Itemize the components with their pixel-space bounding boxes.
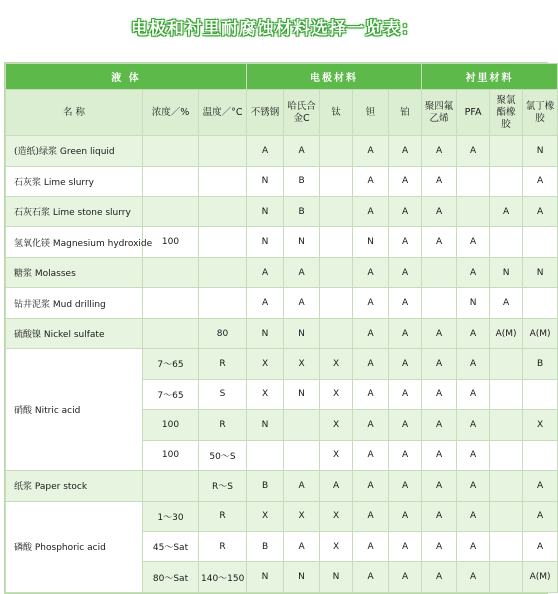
concentration-cell	[143, 318, 199, 348]
rating-cell: N	[247, 196, 284, 226]
rating-cell	[320, 257, 353, 287]
rating-cell: A	[353, 531, 389, 561]
rating-cell: A	[284, 471, 320, 501]
rating-cell	[320, 166, 353, 196]
temperature-cell: R	[199, 501, 247, 531]
rating-cell: X	[247, 501, 284, 531]
rating-cell: N	[490, 257, 523, 287]
rating-cell: A(M)	[490, 318, 523, 348]
temperature-cell	[199, 196, 247, 226]
corrosion-table-frame	[4, 62, 555, 594]
rating-cell	[320, 288, 353, 318]
col-platinum: 铂	[389, 90, 422, 136]
rating-cell	[523, 440, 558, 470]
rating-cell: A	[422, 562, 457, 593]
rating-cell: A	[247, 257, 284, 287]
rating-cell: A	[422, 196, 457, 226]
rating-cell: A	[353, 288, 389, 318]
rating-cell	[284, 410, 320, 440]
rating-cell: A	[422, 136, 457, 166]
title-bar	[0, 0, 550, 48]
rating-cell: A	[389, 227, 422, 257]
rating-cell: A	[284, 257, 320, 287]
table-row	[6, 318, 558, 348]
rating-cell: X	[320, 349, 353, 379]
rating-cell	[523, 379, 558, 409]
rating-cell: A	[247, 136, 284, 166]
concentration-cell: 100	[143, 440, 199, 470]
rating-cell: A	[457, 136, 490, 166]
rating-cell	[490, 501, 523, 531]
concentration-cell: 7～65	[143, 349, 199, 379]
rating-cell: A	[457, 471, 490, 501]
rating-cell: A	[422, 349, 457, 379]
rating-cell: A	[389, 501, 422, 531]
rating-cell: A	[247, 288, 284, 318]
concentration-cell: 1～30	[143, 501, 199, 531]
concentration-cell: 100	[143, 410, 199, 440]
group-liquid: 液 体	[6, 64, 247, 90]
rating-cell: A	[422, 501, 457, 531]
rating-cell: A	[389, 166, 422, 196]
rating-cell: N	[320, 562, 353, 593]
rating-cell	[490, 440, 523, 470]
rating-cell: A	[422, 440, 457, 470]
col-pfa: PFA	[457, 90, 490, 136]
temperature-cell	[199, 136, 247, 166]
rating-cell: N	[353, 227, 389, 257]
rating-cell: A	[353, 196, 389, 226]
table-row	[6, 166, 558, 196]
rating-cell: N	[284, 227, 320, 257]
rating-cell: A	[389, 288, 422, 318]
rating-cell: A	[353, 471, 389, 501]
group-electrode: 电极材料	[247, 64, 422, 90]
concentration-cell	[143, 196, 199, 226]
rating-cell: N	[457, 288, 490, 318]
rating-cell: A	[320, 471, 353, 501]
rating-cell	[457, 196, 490, 226]
rating-cell: A(M)	[523, 318, 558, 348]
rating-cell: A	[389, 410, 422, 440]
rating-cell: B	[523, 349, 558, 379]
rating-cell: A	[389, 196, 422, 226]
rating-cell	[457, 166, 490, 196]
col-nbr-rubber: 氯丁橡胶	[523, 90, 558, 136]
temperature-cell: R	[199, 410, 247, 440]
rating-cell: A	[422, 531, 457, 561]
concentration-cell: 80～Sat	[143, 562, 199, 593]
rating-cell	[523, 288, 558, 318]
rating-cell: A	[422, 318, 457, 348]
rating-cell: A	[457, 318, 490, 348]
rating-cell: A	[523, 166, 558, 196]
rating-cell: N	[523, 257, 558, 287]
rating-cell	[490, 136, 523, 166]
rating-cell: A	[457, 379, 490, 409]
rating-cell: A	[284, 136, 320, 166]
liquid-name: 石灰石浆 Lime stone slurry	[6, 196, 143, 226]
rating-cell: A	[523, 531, 558, 561]
concentration-cell	[143, 257, 199, 287]
temperature-cell: R	[199, 349, 247, 379]
liquid-name: 氢氧化镁 Magnesium hydroxide	[6, 227, 143, 257]
concentration-cell: 100	[143, 227, 199, 257]
rating-cell: X	[320, 531, 353, 561]
temperature-cell	[199, 257, 247, 287]
rating-cell: A	[457, 531, 490, 561]
rating-cell: A	[389, 440, 422, 470]
rating-cell: X	[247, 379, 284, 409]
rating-cell	[422, 288, 457, 318]
rating-cell: X	[320, 440, 353, 470]
rating-cell	[247, 440, 284, 470]
rating-cell: A	[490, 196, 523, 226]
temperature-cell: R	[199, 531, 247, 561]
group-header-row	[6, 64, 558, 90]
rating-cell: A	[422, 166, 457, 196]
col-stainless: 不锈钢	[247, 90, 284, 136]
rating-cell: A	[389, 136, 422, 166]
rating-cell: A	[457, 440, 490, 470]
rating-cell: B	[284, 196, 320, 226]
rating-cell: A	[353, 410, 389, 440]
rating-cell	[490, 349, 523, 379]
table-row	[6, 196, 558, 226]
rating-cell	[490, 166, 523, 196]
rating-cell: A(M)	[523, 562, 558, 593]
rating-cell: A	[457, 410, 490, 440]
rating-cell: N	[284, 562, 320, 593]
col-ptfe: 聚四氟乙烯	[422, 90, 457, 136]
temperature-cell: 50～S	[199, 440, 247, 470]
rating-cell	[490, 562, 523, 593]
rating-cell: A	[523, 501, 558, 531]
rating-cell	[490, 379, 523, 409]
rating-cell: N	[284, 379, 320, 409]
rating-cell: A	[353, 318, 389, 348]
rating-cell: A	[353, 562, 389, 593]
temperature-cell: R～S	[199, 471, 247, 501]
rating-cell: A	[389, 318, 422, 348]
rating-cell: N	[284, 318, 320, 348]
rating-cell	[284, 440, 320, 470]
temperature-cell	[199, 166, 247, 196]
rating-cell: A	[353, 440, 389, 470]
rating-cell: N	[247, 318, 284, 348]
rating-cell: X	[284, 349, 320, 379]
rating-cell: A	[284, 531, 320, 561]
temperature-cell	[199, 288, 247, 318]
col-name: 名 称	[6, 90, 143, 136]
rating-cell	[320, 136, 353, 166]
rating-cell: X	[320, 410, 353, 440]
rating-cell	[523, 227, 558, 257]
temperature-cell: S	[199, 379, 247, 409]
rating-cell: A	[422, 227, 457, 257]
rating-cell	[422, 257, 457, 287]
page-title: 电极和衬里耐腐蚀材料选择一览表：	[131, 18, 419, 39]
concentration-cell: 7～65	[143, 379, 199, 409]
liquid-name: 钻井泥浆 Mud drilling	[6, 288, 143, 318]
rating-cell: A	[353, 349, 389, 379]
rating-cell: A	[353, 501, 389, 531]
rating-cell: N	[247, 166, 284, 196]
rating-cell	[490, 471, 523, 501]
temperature-cell: 80	[199, 318, 247, 348]
rating-cell	[320, 196, 353, 226]
liquid-name: 硫酸镍 Nickel sulfate	[6, 318, 143, 348]
table-row	[6, 471, 558, 501]
rating-cell: N	[247, 410, 284, 440]
liquid-name: 石灰浆 Lime slurry	[6, 166, 143, 196]
rating-cell: A	[523, 196, 558, 226]
rating-cell: A	[457, 501, 490, 531]
rating-cell: A	[353, 136, 389, 166]
rating-cell: A	[389, 531, 422, 561]
rating-cell	[490, 410, 523, 440]
group-lining: 衬里材料	[422, 64, 558, 90]
rating-cell: A	[353, 257, 389, 287]
rating-cell: A	[457, 257, 490, 287]
table-row	[6, 257, 558, 287]
rating-cell: X	[320, 501, 353, 531]
col-hastelloy: 哈氏合金C	[284, 90, 320, 136]
liquid-name: 纸浆 Paper stock	[6, 471, 143, 501]
rating-cell: A	[457, 227, 490, 257]
rating-cell: A	[389, 257, 422, 287]
table-row	[6, 136, 558, 166]
concentration-cell: 45～Sat	[143, 531, 199, 561]
concentration-cell	[143, 136, 199, 166]
col-concentration: 浓度／%	[143, 90, 199, 136]
corrosion-table	[5, 63, 558, 593]
rating-cell	[320, 227, 353, 257]
liquid-name: 硝酸 Nitric acid	[6, 349, 143, 471]
rating-cell	[320, 318, 353, 348]
rating-cell: X	[320, 379, 353, 409]
rating-cell	[490, 227, 523, 257]
liquid-name: 磷酸 Phosphoric acid	[6, 501, 143, 592]
rating-cell: B	[247, 471, 284, 501]
rating-cell: N	[523, 136, 558, 166]
concentration-cell	[143, 471, 199, 501]
liquid-name: (造纸)绿浆 Green liquid	[6, 136, 143, 166]
rating-cell: X	[247, 349, 284, 379]
rating-cell: A	[523, 471, 558, 501]
rating-cell: X	[523, 410, 558, 440]
rating-cell: N	[247, 562, 284, 593]
rating-cell: N	[247, 227, 284, 257]
col-temperature: 温度／°C	[199, 90, 247, 136]
column-header-row	[6, 90, 558, 136]
rating-cell: A	[353, 379, 389, 409]
temperature-cell	[199, 227, 247, 257]
rating-cell: B	[247, 531, 284, 561]
table-row	[6, 227, 558, 257]
concentration-cell	[143, 166, 199, 196]
rating-cell: A	[422, 410, 457, 440]
rating-cell: A	[490, 288, 523, 318]
rating-cell: A	[389, 349, 422, 379]
rating-cell: A	[389, 471, 422, 501]
rating-cell: A	[284, 288, 320, 318]
liquid-name: 糖浆 Molasses	[6, 257, 143, 287]
col-titanium: 钛	[320, 90, 353, 136]
rating-cell: A	[389, 379, 422, 409]
rating-cell	[490, 531, 523, 561]
col-tantalum: 钽	[353, 90, 389, 136]
rating-cell: A	[457, 349, 490, 379]
table-row	[6, 501, 558, 531]
table-row	[6, 288, 558, 318]
col-cr-rubber: 聚氯酯橡胶	[490, 90, 523, 136]
rating-cell: B	[284, 166, 320, 196]
rating-cell: A	[457, 562, 490, 593]
rating-cell: A	[422, 379, 457, 409]
concentration-cell	[143, 288, 199, 318]
rating-cell: A	[422, 471, 457, 501]
rating-cell: A	[353, 166, 389, 196]
temperature-cell: 140～150	[199, 562, 247, 593]
rating-cell: X	[284, 501, 320, 531]
rating-cell: A	[389, 562, 422, 593]
table-row	[6, 349, 558, 379]
